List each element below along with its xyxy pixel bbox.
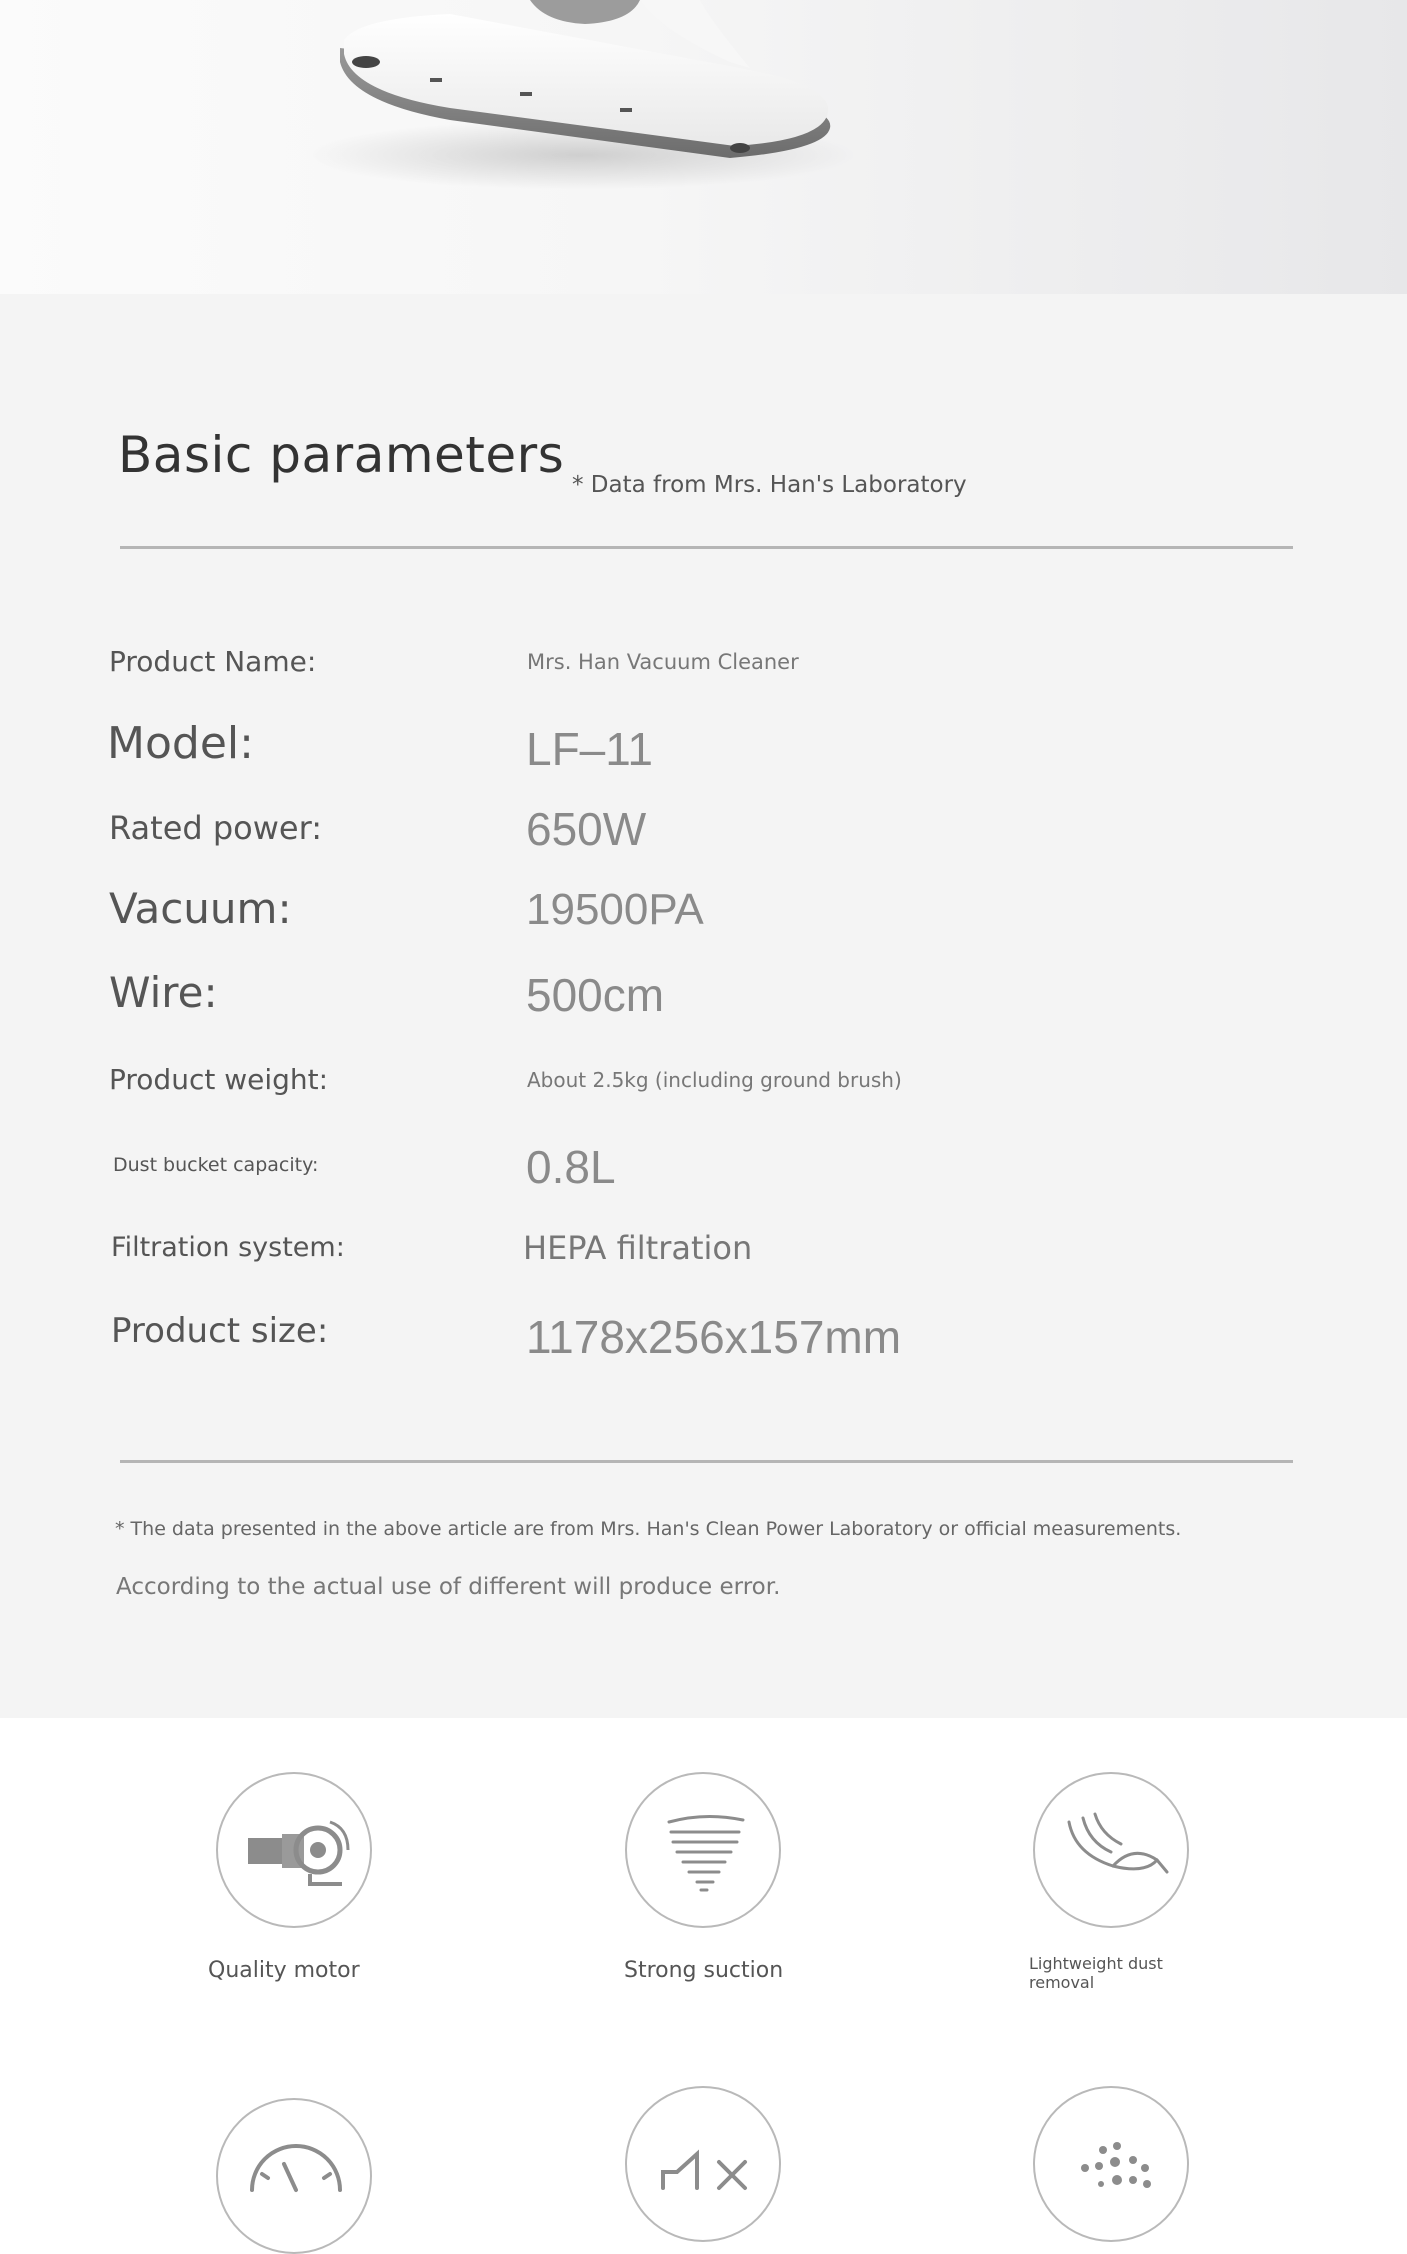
param-label: Dust bucket capacity: xyxy=(113,1154,319,1176)
param-row-product-weight xyxy=(0,1063,1407,1126)
param-row-product-name xyxy=(0,645,1407,708)
param-label: Product weight: xyxy=(109,1063,329,1096)
param-label: Rated power: xyxy=(109,809,322,847)
features-section xyxy=(0,1718,1407,2178)
feature-label: Strong suction xyxy=(624,1958,784,1983)
param-row-wire xyxy=(0,968,1407,1032)
measurement-disclaimer: * The data presented in the above article are from Mrs. Han's Clean Power Laboratory or official measurements. xyxy=(115,1518,1182,1540)
feature-label: Quality motor xyxy=(208,1958,360,1983)
param-value: 0.8L xyxy=(526,1141,616,1193)
error-disclaimer: According to the actual use of different will produce error. xyxy=(116,1574,781,1600)
param-value: 650W xyxy=(526,803,647,855)
param-row-rated-power xyxy=(0,803,1407,872)
vacuum-brush-illustration xyxy=(330,0,850,180)
mute-speaker-icon xyxy=(625,2086,781,2242)
param-row-dust-bucket xyxy=(0,1141,1407,1204)
dust-particles-icon xyxy=(1033,2086,1189,2242)
bottom-divider xyxy=(120,1460,1293,1463)
basic-parameters-section xyxy=(0,294,1407,1718)
motor-icon xyxy=(216,1772,372,1928)
param-value: 1178x256x157mm xyxy=(526,1311,902,1363)
feather-icon xyxy=(1033,1772,1189,1928)
param-row-product-size xyxy=(0,1311,1407,1374)
section-title: Basic parameters xyxy=(118,426,565,484)
param-row-filtration xyxy=(0,1229,1407,1294)
tornado-icon xyxy=(625,1772,781,1928)
param-value: 19500PA xyxy=(526,885,704,934)
param-label: Product Name: xyxy=(109,645,317,678)
param-label: Wire: xyxy=(109,968,218,1017)
param-value: LF–11 xyxy=(526,723,654,775)
feature-label: Lightweight dust removal xyxy=(1029,1954,1163,1992)
param-label: Filtration system: xyxy=(111,1232,345,1263)
param-label: Vacuum: xyxy=(109,884,292,933)
param-value: HEPA filtration xyxy=(523,1229,753,1267)
top-divider xyxy=(120,546,1293,549)
data-source-note: * Data from Mrs. Han's Laboratory xyxy=(572,472,967,498)
timer-icon xyxy=(216,2098,372,2254)
param-value: About 2.5kg (including ground brush) xyxy=(527,1068,902,1092)
param-value: 500cm xyxy=(526,969,665,1021)
param-label: Product size: xyxy=(111,1311,329,1351)
hero-product-image xyxy=(0,0,1407,294)
param-label: Model: xyxy=(107,718,254,769)
param-row-model xyxy=(0,718,1407,782)
param-row-vacuum xyxy=(0,884,1407,948)
param-value: Mrs. Han Vacuum Cleaner xyxy=(527,650,799,674)
